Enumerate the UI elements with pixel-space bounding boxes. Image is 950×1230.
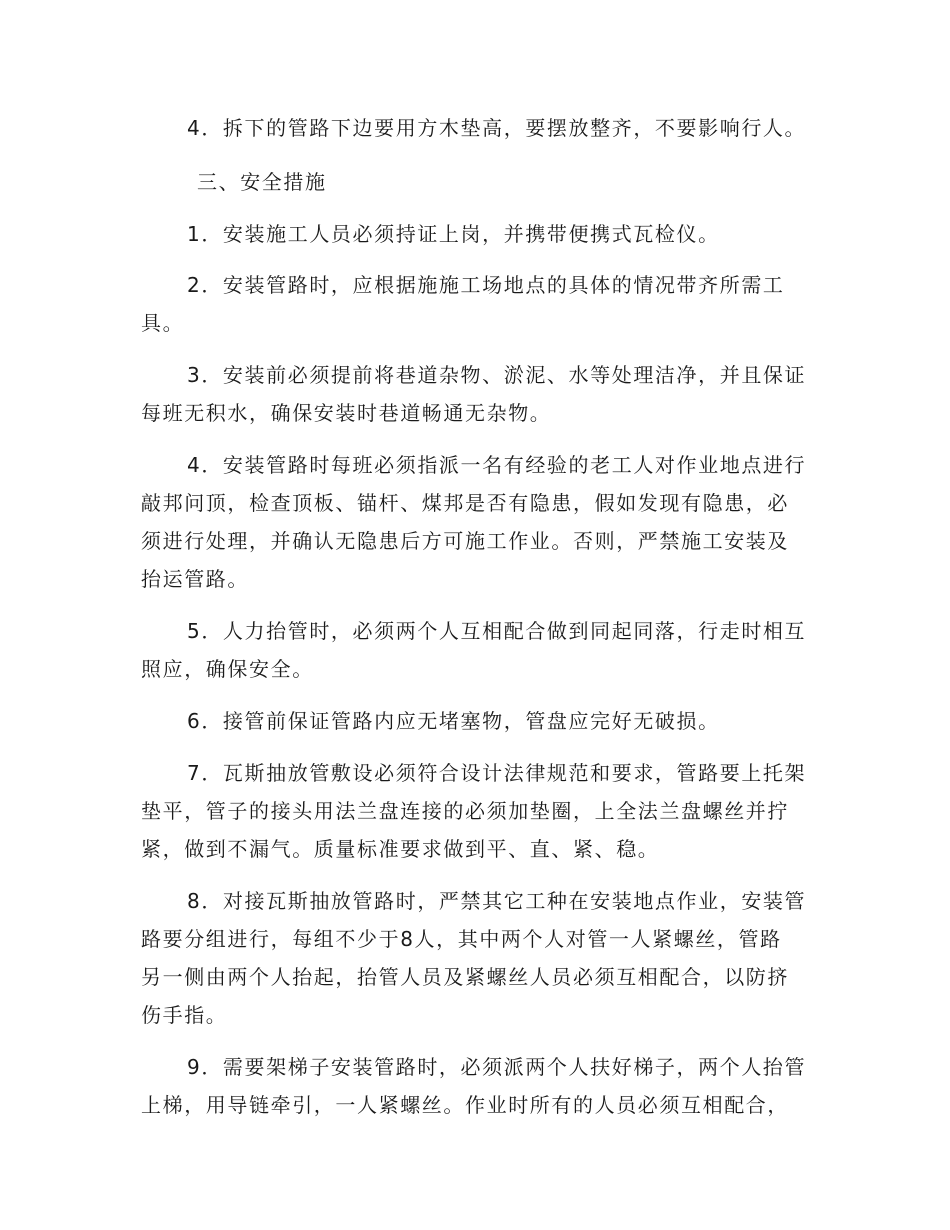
section-heading: 三、安全措施 [197,170,327,194]
paragraph-line: 抬运管路。 [141,567,249,591]
paragraph-line: 上梯，用导链牵引，一人紧螺丝。作业时所有的人员必须互相配合， [141,1093,789,1117]
paragraph-line: 9．需要架梯子安装管路时，必须派两个人扶好梯子，两个人抬管 [187,1055,807,1079]
paragraph-line: 具。 [141,311,185,335]
paragraph-line: 须进行处理，并确认无隐患后方可施工作业。否则，严禁施工安装及 [141,529,789,553]
paragraph-line: 垫平，管子的接头用法兰盘连接的必须加垫圈，上全法兰盘螺丝并拧 [141,799,789,823]
paragraph-line: 紧，做到不漏气。质量标准要求做到平、直、紧、稳。 [141,837,660,861]
paragraph-line: 另一侧由两个人抬起，抬管人员及紧螺丝人员必须互相配合，以防挤 [141,965,789,989]
paragraph-line: 敲邦问顶，检查顶板、锚杆、煤邦是否有隐患，假如发现有隐患，必 [141,491,789,515]
paragraph-line: 伤手指。 [141,1003,228,1027]
paragraph-line: 2．安装管路时，应根据施施工场地点的具体的情况带齐所需工 [187,273,785,297]
paragraph-line: 6．接管前保证管路内应无堵塞物，管盘应完好无破损。 [187,709,720,733]
paragraph-line: 1．安装施工人员必须持证上岗，并携带便携式瓦检仪。 [187,222,720,246]
paragraph-line: 5．人力抬管时，必须两个人互相配合做到同起同落，行走时相互 [187,619,807,643]
paragraph-line: 路要分组进行，每组不少于8人，其中两个人对管一人紧螺丝，管路 [141,927,782,951]
paragraph-line: 照应，确保安全。 [141,657,314,681]
paragraph-line: 3．安装前必须提前将巷道杂物、淤泥、水等处理洁净，并且保证 [187,363,807,387]
paragraph-line: 8．对接瓦斯抽放管路时，严禁其它工种在安装地点作业，安装管 [187,889,807,913]
paragraph-line: 4．拆下的管路下边要用方木垫高，要摆放整齐，不要影响行人。 [187,116,807,140]
paragraph-line: 每班无积水，确保安装时巷道畅通无杂物。 [141,401,552,425]
paragraph-line: 4．安装管路时每班必须指派一名有经验的老工人对作业地点进行 [187,453,807,477]
paragraph-line: 7．瓦斯抽放管敷设必须符合设计法律规范和要求，管路要上托架 [187,761,807,785]
